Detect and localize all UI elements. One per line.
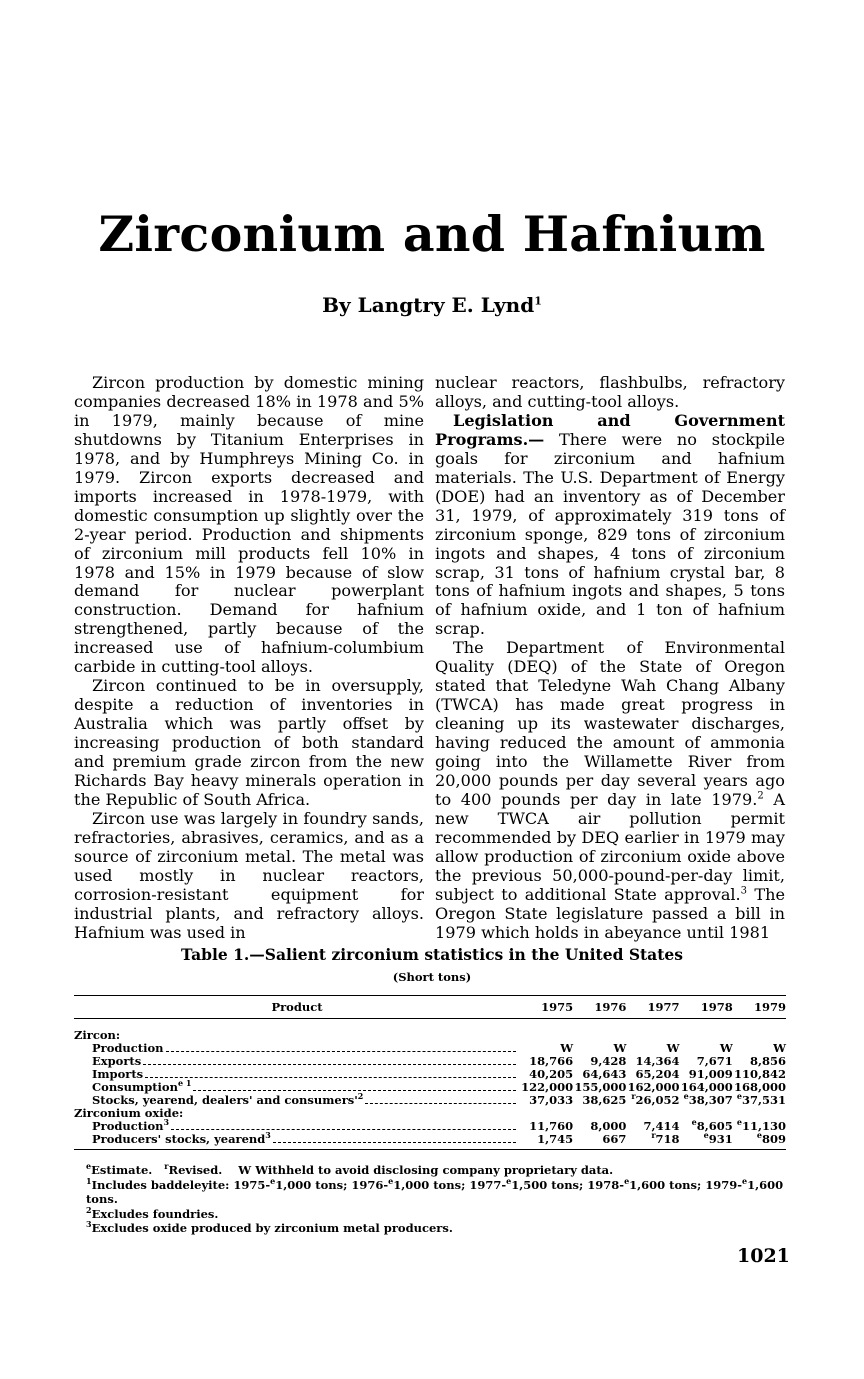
footnote-text: 1,600 tons; 1979- xyxy=(629,1177,743,1192)
footnote-mark: 3 xyxy=(163,1117,170,1128)
footnote-mark: 1 xyxy=(86,1175,92,1186)
author-byline xyxy=(0,293,864,317)
estimate-mark: e xyxy=(736,1091,742,1102)
paragraph: nuclear reactors, flashbulbs, refractory alloys, and cutting-tool alloys. xyxy=(435,373,785,411)
estimate-mark: e xyxy=(624,1175,630,1186)
table-cell xyxy=(626,1091,680,1107)
cell-value: 26,052 xyxy=(635,1093,680,1107)
left-text-column xyxy=(74,374,424,943)
revised-mark: r xyxy=(651,1130,656,1141)
revised-mark: r xyxy=(631,1091,636,1102)
table-cell: W xyxy=(560,1041,574,1055)
footnote-text: Excludes oxide produced by zirconium metal producers. xyxy=(91,1221,453,1235)
table-cell: 11,760 xyxy=(529,1119,574,1133)
leader-dots xyxy=(193,1090,516,1091)
footnote xyxy=(86,1221,786,1236)
table-cell: 667 xyxy=(573,1133,626,1150)
table-cell: 164,000 xyxy=(680,1080,733,1094)
footnote-mark: r xyxy=(164,1161,169,1172)
table-cell: W xyxy=(613,1041,627,1055)
row-label: Production xyxy=(92,1041,164,1055)
estimate-mark: e xyxy=(506,1175,512,1186)
footnote-text: 1,600 tons. xyxy=(86,1177,784,1206)
footnote-text: 1,000 tons; 1976- xyxy=(275,1177,389,1192)
footnote-text: Excludes foundries. xyxy=(91,1206,219,1221)
footnote-text: 1,000 tons; 1977- xyxy=(393,1177,507,1192)
table-cell: 7,414 xyxy=(643,1119,680,1133)
table-cell: 91,009 xyxy=(688,1067,733,1081)
row-label-text: Consumption xyxy=(92,1080,178,1094)
cell-value: 37,531 xyxy=(741,1093,786,1107)
table-cell xyxy=(733,1091,786,1107)
estimate-mark: e xyxy=(683,1091,689,1102)
paragraph-text: The Department of Environmental Quality (DEQ) of the State of Oregon stated that Teledyne Wah Chang Albany (TWCA) has made great progress in cleaning up its wastewater discharges, having reduced the amount of ammonia going into the Willamette River from 20,000 pounds per day several years ago to 400 pounds per day in late 1979. xyxy=(435,638,785,809)
table-header-row xyxy=(74,996,786,1019)
table-cell: 40,205 xyxy=(529,1067,574,1081)
row-label-text: Producers' stocks, yearend xyxy=(92,1132,266,1146)
table-cell: 8,856 xyxy=(749,1054,786,1068)
row-label xyxy=(92,1130,271,1146)
table-cell xyxy=(626,1130,680,1150)
table-cell: W xyxy=(719,1041,733,1055)
cell-value: 38,307 xyxy=(688,1093,733,1107)
table-cell: 1,745 xyxy=(520,1133,573,1150)
table-cell: 14,364 xyxy=(635,1054,680,1068)
table-cell: 9,428 xyxy=(590,1054,627,1068)
leader-dots xyxy=(166,1051,517,1052)
paragraph: Zircon continued to be in oversupply, despite a reduction of inventories in Australia which was partly offset by increasing production of both standard and premium grade zircon from the new Richards Bay heavy minerals operation in the Republic of South Africa. xyxy=(74,676,424,809)
footnote-mark: 3 xyxy=(86,1219,92,1230)
leader-dots xyxy=(365,1103,516,1104)
paragraph: Zircon production by domestic mining companies decreased 18% in 1978 and 5% in 1979, mainly because of mine shutdowns by Titanium Enterprises in 1978, and by Humphreys Mining Co. in 1979. Zircon exports decreased and imports increased in 1978-1979, with domestic consumption up slightly over the 2-year period. Production and shipments of zirconium mill products fell 10% in 1978 and 15% in 1979 because of slow demand for nuclear powerplant construction. Demand for hafnium strengthened, partly because of the increased use of hafnium-columbium carbide in cutting-tool alloys. xyxy=(74,373,424,677)
row-label-text: Production xyxy=(92,1119,164,1133)
table-cell: 8,000 xyxy=(590,1119,627,1133)
section-heading: Legislation and Government Programs.— xyxy=(435,410,785,449)
leader-dots xyxy=(145,1077,516,1078)
table-cell: 64,643 xyxy=(582,1067,627,1081)
footnote-text: Revised. xyxy=(168,1163,223,1177)
author-footnote-mark: 1 xyxy=(534,294,542,308)
footnote-mark: 2 xyxy=(357,1091,364,1102)
table-cell: 38,625 xyxy=(582,1093,627,1107)
table-cell xyxy=(680,1130,733,1150)
paragraph: Zircon use was largely in foundry sands, refractories, abrasives, ceramics, and as a source of zirconium metal. The metal was used mostly in nuclear reactors, corrosion-resistant equipment for industrial plants, and refractory alloys. Hafnium was used in xyxy=(74,808,424,942)
row-label: Imports xyxy=(92,1067,144,1081)
column-header-year: 1975 xyxy=(520,996,573,1019)
cell-value: 809 xyxy=(761,1132,786,1146)
row-label: Exports xyxy=(92,1054,142,1068)
footnote-mark: 2 xyxy=(86,1204,92,1215)
cell-value: 8,605 xyxy=(696,1119,733,1133)
estimate-mark: e xyxy=(742,1175,748,1186)
estimate-mark: e xyxy=(756,1130,762,1141)
table-cell: 162,000 xyxy=(627,1080,680,1094)
footnote-mark: 2 xyxy=(757,790,764,802)
footnote xyxy=(86,1204,786,1222)
table-cell xyxy=(733,1130,786,1150)
footnote-mark: e 1 xyxy=(177,1078,192,1089)
cell-value: 931 xyxy=(708,1132,733,1146)
leader-dots xyxy=(273,1142,516,1143)
right-text-column xyxy=(435,374,785,943)
row-label-text: Stocks, yearend, dealers' and consumers' xyxy=(92,1093,358,1107)
table-cell: 168,000 xyxy=(733,1080,786,1094)
footnote-text: Estimate. xyxy=(91,1163,153,1177)
table-cell: 122,000 xyxy=(521,1080,574,1094)
paragraph xyxy=(435,639,785,942)
cell-value: 11,130 xyxy=(741,1119,786,1133)
table-cell: 7,671 xyxy=(696,1054,733,1068)
estimate-mark: e xyxy=(270,1175,276,1186)
table-row xyxy=(74,1133,786,1150)
estimate-mark: e xyxy=(703,1130,709,1141)
footnote-mark: 3 xyxy=(265,1130,271,1141)
footnote-text: W Withheld to avoid disclosing company proprietary data. xyxy=(238,1163,614,1177)
table-cell: 65,204 xyxy=(635,1067,680,1081)
group-label: Zirconium oxide: xyxy=(74,1106,184,1120)
column-header-year: 1978 xyxy=(680,996,733,1019)
paragraph-text: There were no stockpile goals for zirconium and hafnium materials. The U.S. Department of Energy (DOE) had an inventory as of December 31, 1979, of approximately 319 tons of zirconium sponge, 829 tons of zirconium ingots and shapes, 4 tons of zirconium scrap, 31 tons of hafnium crystal bar, 8 tons of hafnium ingots and shapes, 5 tons of hafnium oxide, and 1 ton of hafnium scrap. xyxy=(435,429,785,639)
footnote-mark: e xyxy=(86,1161,92,1172)
page-title: Zirconium and Hafnium xyxy=(98,205,766,263)
table-group-row xyxy=(74,1019,786,1043)
footnote xyxy=(86,1175,786,1207)
footnote xyxy=(86,1163,786,1178)
author-name: By Langtry E. Lynd xyxy=(322,293,535,317)
table-cell: 18,766 xyxy=(529,1054,574,1068)
cell-value: 718 xyxy=(655,1132,680,1146)
footnote-mark: 3 xyxy=(740,885,748,897)
paragraph-text: The Oregon State legislature passed a bill in 1979 which holds in abeyance until 1981 xyxy=(435,884,785,942)
table-footnotes xyxy=(86,1163,786,1236)
table-cell: 110,842 xyxy=(733,1067,786,1081)
estimate-mark: e xyxy=(691,1117,697,1128)
footnote-text: Includes baddeleyite: 1975- xyxy=(91,1177,271,1192)
estimate-mark: e xyxy=(388,1175,394,1186)
table-cell: 155,000 xyxy=(574,1080,627,1094)
leader-dots xyxy=(171,1129,516,1130)
paragraph xyxy=(435,412,785,639)
table-subtitle: (Short tons) xyxy=(392,970,472,984)
footnote-text: 1,500 tons; 1978- xyxy=(511,1177,625,1192)
column-header-product: Product xyxy=(74,996,520,1019)
table-cell: W xyxy=(666,1041,680,1055)
leader-dots xyxy=(143,1064,516,1065)
paragraph-text: A new TWCA air pollution permit recommended by DEQ earlier in 1979 may allow production of zirconium oxide above the previous 50,000-pound-per-day limit, subject to additional State approval. xyxy=(435,789,785,904)
table-cell: 37,033 xyxy=(529,1093,574,1107)
table-cell: W xyxy=(773,1041,786,1055)
group-label: Zircon: xyxy=(74,1028,121,1042)
column-header-year: 1976 xyxy=(573,996,626,1019)
table-cell xyxy=(680,1091,733,1107)
page-number: 1021 xyxy=(737,1245,790,1267)
estimate-mark: e xyxy=(736,1117,742,1128)
column-header-year: 1977 xyxy=(626,996,679,1019)
statistics-table xyxy=(74,995,786,1150)
column-header-year: 1979 xyxy=(733,996,786,1019)
table-title: Table 1.—Salient zirconium statistics in the United States xyxy=(181,945,683,964)
